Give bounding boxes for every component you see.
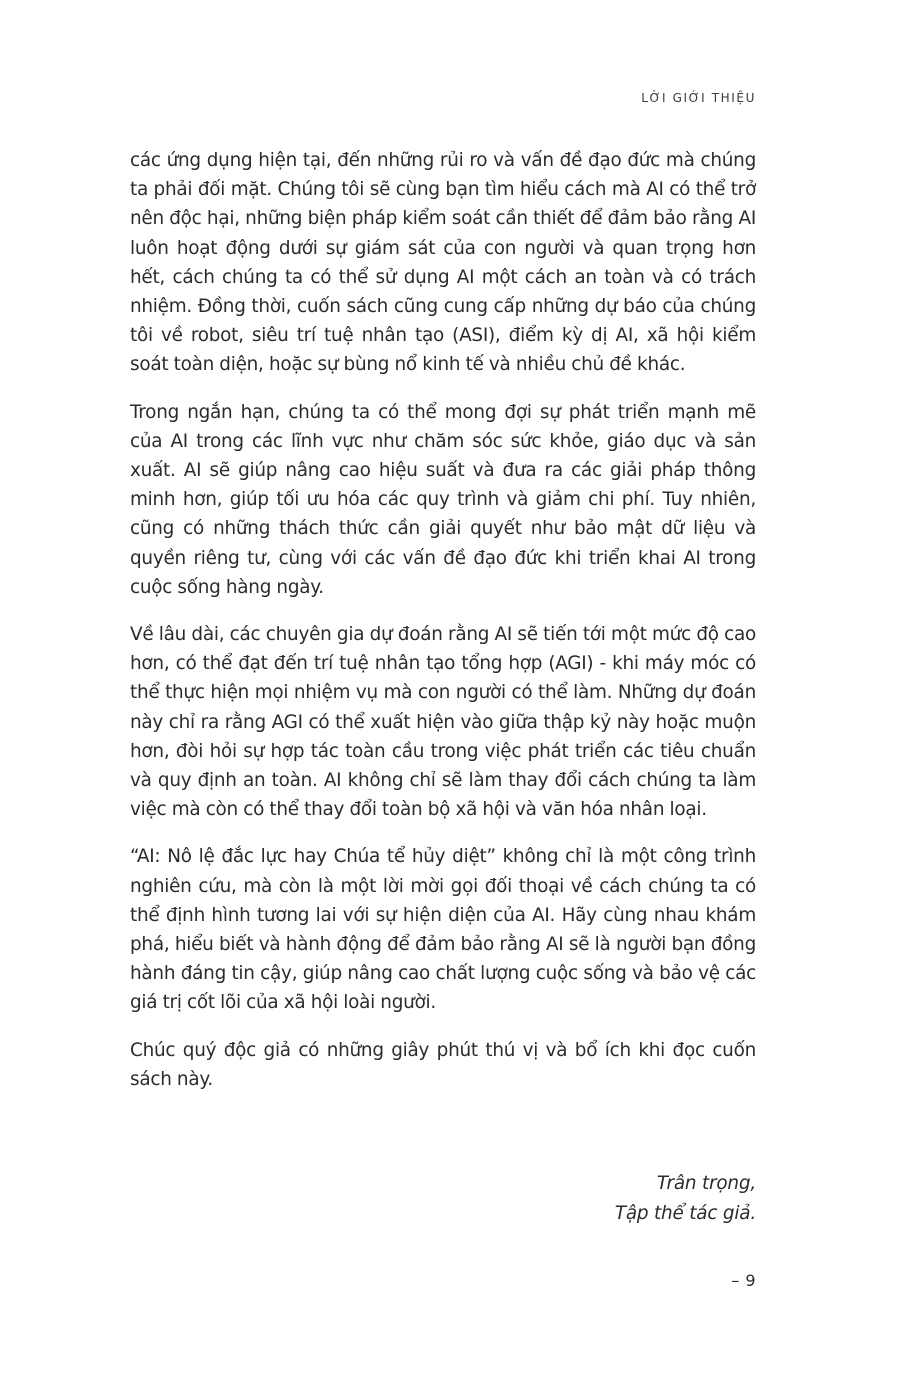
- closing-salutation: Trân trọng,: [656, 1173, 756, 1194]
- body-text: [130, 146, 756, 1112]
- paragraph-4: “AI: Nô lệ đắc lực hay Chúa tể hủy diệt” không chỉ là một công trình nghiên cứu, mà còn là một lời mời gọi đối thoại về cách chúng ta có thể định hình tương lai với sự hiện diện của AI. Hãy cùng nhau khám phá, hiểu biết và hành động để đảm bảo rằng AI sẽ là người bạn đồng hành đáng tin cậy, giúp nâng cao chất lượng cuộc sống và bảo vệ các giá trị cốt lõi của xã hội loài người.: [130, 846, 756, 1014]
- closing-signature-block: [615, 1169, 756, 1228]
- paragraph-3: Về lâu dài, các chuyên gia dự đoán rằng AI sẽ tiến tới một mức độ cao hơn, có thể đạt đến trí tuệ nhân tạo tổng hợp (AGI) - khi máy móc có thể thực hiện mọi nhiệm vụ mà con người có thể làm. Những dự đoán này chỉ ra rằng AGI có thể xuất hiện vào giữa thập kỷ này hoặc muộn hơn, đòi hỏi sự hợp tác toàn cầu trong việc phát triển các tiêu chuẩn và quy định an toàn. AI không chỉ sẽ làm thay đổi cách chúng ta làm việc mà còn có thể thay đổi toàn bộ xã hội và văn hóa nhân loại.: [130, 624, 756, 821]
- running-head-title: LỜI GIỚI THIỆU: [641, 91, 756, 105]
- paragraph-1: các ứng dụng hiện tại, đến những rủi ro và vấn đề đạo đức mà chúng ta phải đối mặt. Chúng tôi sẽ cùng bạn tìm hiểu cách mà AI có thể trở nên độc hại, những biện pháp kiểm soát cần thiết để đảm bảo rằng AI luôn hoạt động dưới sự giám sát của con người và quan trọng hơn hết, cách chúng ta có thể sử dụng AI một cách an toàn và có trách nhiệm. Đồng thời, cuốn sách cũng cung cấp những dự báo của chúng tôi về robot, siêu trí tuệ nhân tạo (ASI), điểm kỳ dị AI, xã hội kiểm soát toàn diện, hoặc sự bùng nổ kinh tế và nhiều chủ đề khác.: [130, 150, 756, 376]
- paragraph-2: Trong ngắn hạn, chúng ta có thể mong đợi sự phát triển mạnh mẽ của AI trong các lĩnh vực như chăm sóc sức khỏe, giáo dục và sản xuất. AI sẽ giúp nâng cao hiệu suất và đưa ra các giải pháp thông minh hơn, giúp tối ưu hóa các quy trình và giảm chi phí. Tuy nhiên, cũng có những thách thức cần giải quyết như bảo mật dữ liệu và quyền riêng tư, cùng với các vấn đề đạo đức khi triển khai AI trong cuộc sống hàng ngày.: [130, 401, 756, 598]
- page-number: – 9: [731, 1271, 756, 1290]
- closing-signature: Tập thể tác giả.: [614, 1202, 756, 1224]
- paragraph-5: Chúc quý độc giả có những giây phút thú vị và bổ ích khi đọc cuốn sách này.: [130, 1039, 756, 1090]
